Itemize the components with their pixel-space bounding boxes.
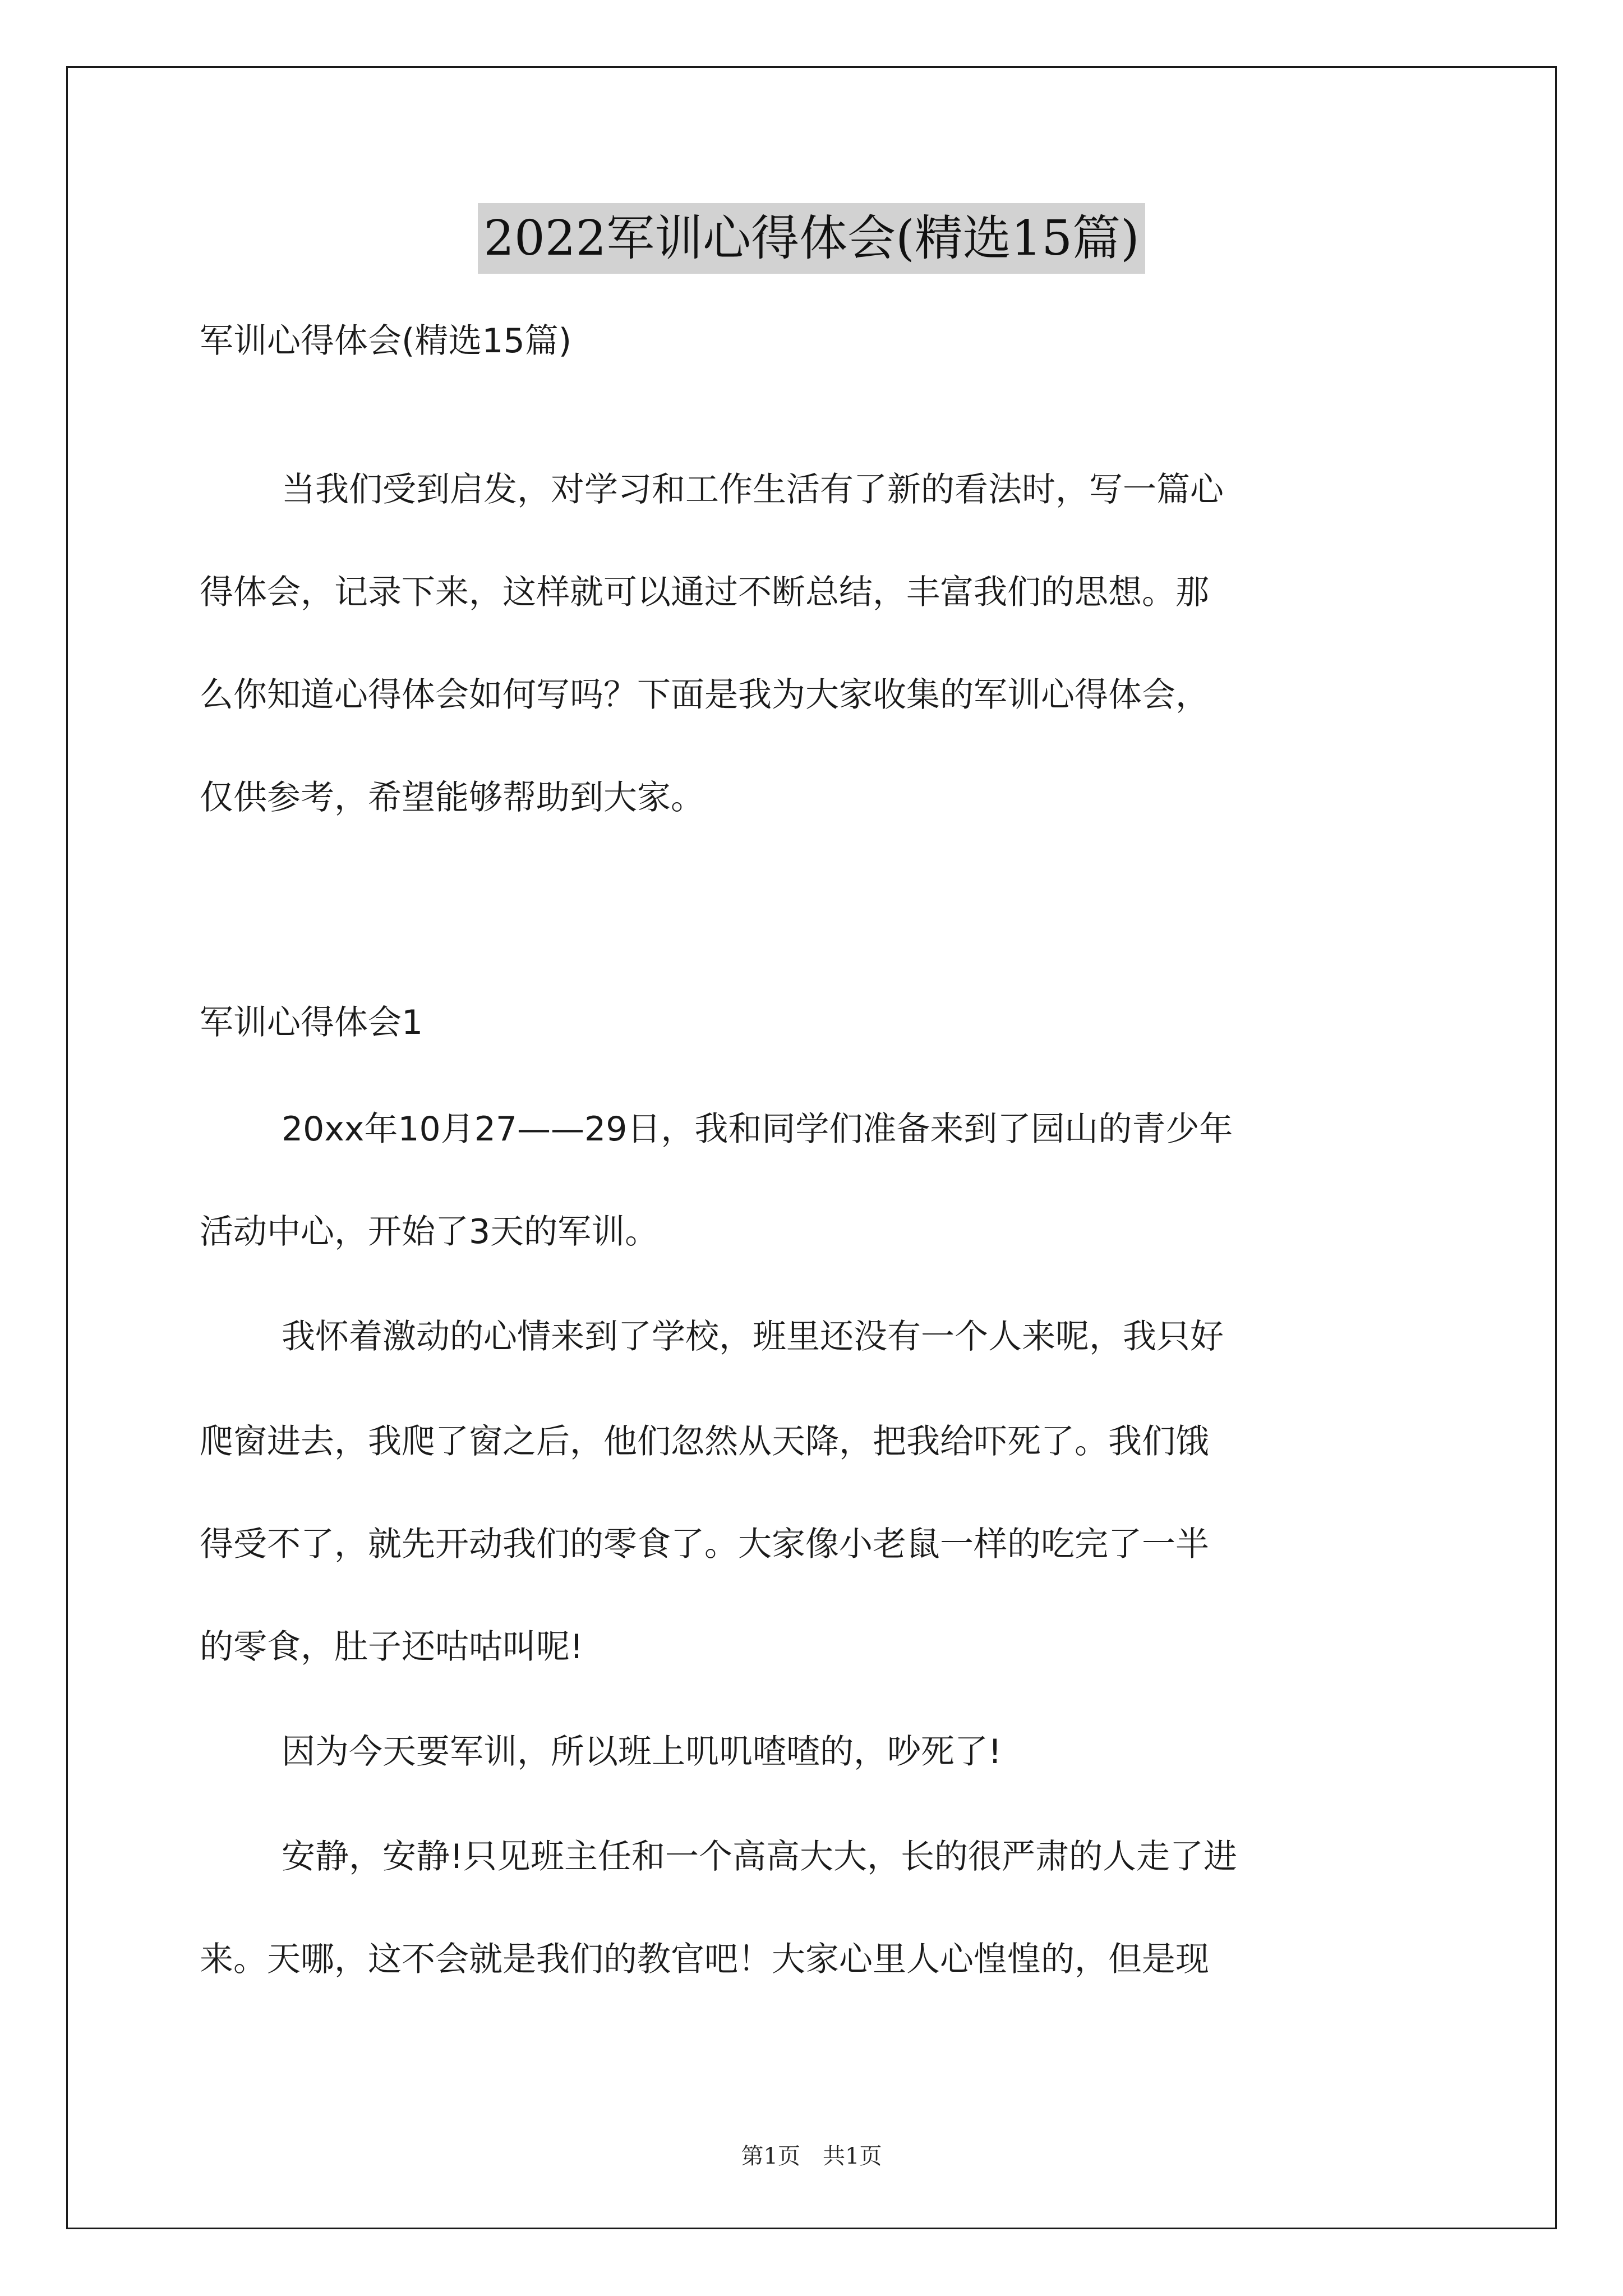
paragraph-line: 活动中心，开始了3天的军训。 — [200, 1212, 659, 1251]
intro-line: 么你知道心得体会如何写吗？下面是我为大家收集的军训心得体会， — [200, 675, 1209, 715]
document-subtitle: 军训心得体会(精选15篇) — [200, 321, 572, 361]
paragraph-line: 20xx年10月27——29日，我和同学们准备来到了园山的青少年 — [282, 1110, 1233, 1149]
intro-line: 仅供参考，希望能够帮助到大家。 — [200, 778, 704, 817]
document-title: 2022军训心得体会(精选15篇) — [478, 203, 1145, 274]
paragraph-line: 来。天哪，这不会就是我们的教官吧！大家心里人心惶惶的，但是现 — [200, 1940, 1209, 1979]
paragraph-line: 因为今天要军训，所以班上叽叽喳喳的，吵死了! — [282, 1732, 1002, 1772]
section-heading: 军训心得体会1 — [200, 1003, 423, 1042]
document-title-wrapper — [0, 203, 1623, 274]
paragraph-line: 的零食，肚子还咕咕叫呢! — [200, 1627, 584, 1667]
paragraph-line: 我怀着激动的心情来到了学校，班里还没有一个人来呢，我只好 — [282, 1317, 1224, 1356]
page-footer: 第1页 共1页 — [741, 2143, 882, 2169]
paragraph-line: 得受不了，就先开动我们的零食了。大家像小老鼠一样的吃完了一半 — [200, 1525, 1209, 1564]
intro-line: 当我们受到启发，对学习和工作生活有了新的看法时，写一篇心 — [282, 470, 1224, 509]
paragraph-line: 安静，安静!只见班主任和一个高高大大，长的很严肃的人走了进 — [282, 1837, 1238, 1876]
paragraph-line: 爬窗进去，我爬了窗之后，他们忽然从天降，把我给吓死了。我们饿 — [200, 1422, 1209, 1461]
intro-line: 得体会，记录下来，这样就可以通过不断总结，丰富我们的思想。那 — [200, 573, 1209, 612]
